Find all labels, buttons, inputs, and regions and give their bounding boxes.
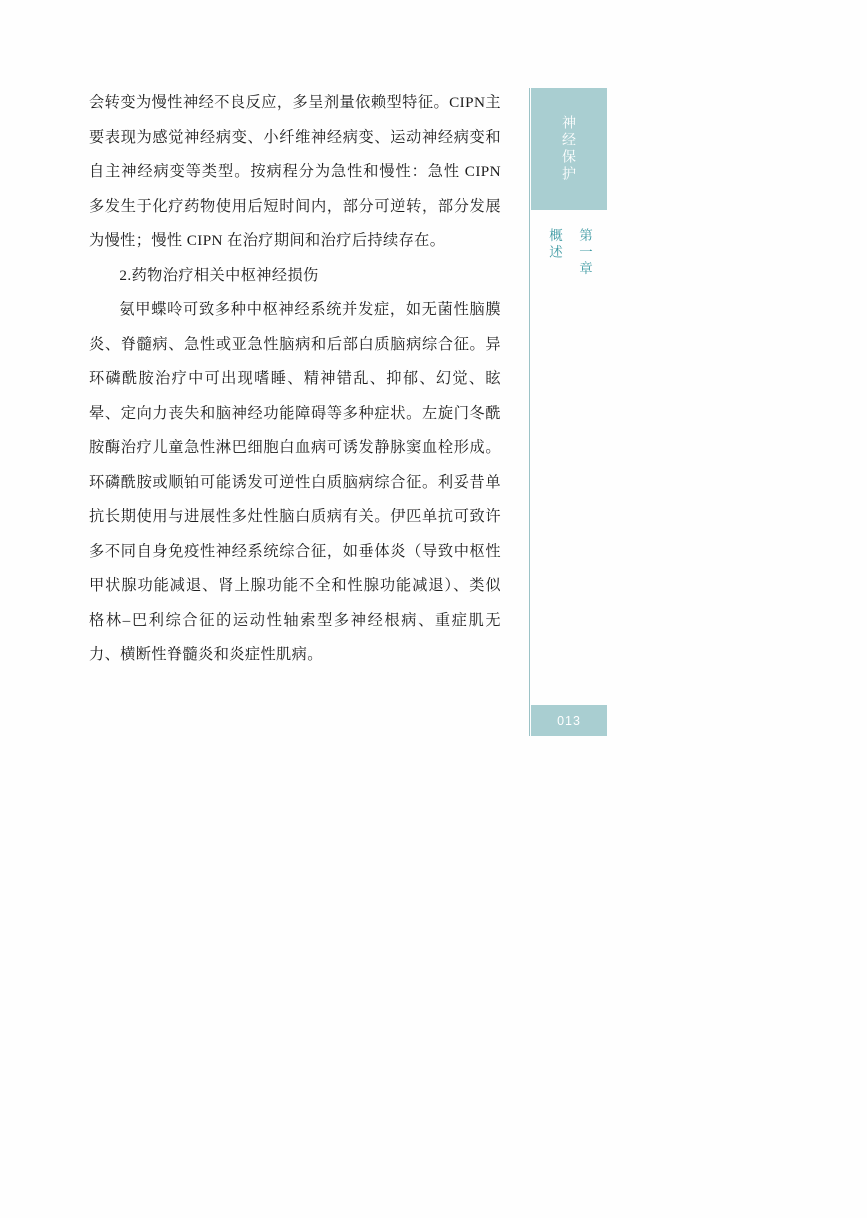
page-sidebar xyxy=(530,0,650,1218)
sidebar-chapter-marker xyxy=(531,228,607,338)
main-text-column xyxy=(89,86,501,673)
sidebar-section-tab-label: 神经保护 xyxy=(561,115,577,183)
page-number-badge xyxy=(531,705,607,736)
sidebar-section-tab xyxy=(531,88,607,210)
sidebar-chapter-title: 概述 xyxy=(547,228,562,261)
section-heading: 2.药物治疗相关中枢神经损伤 xyxy=(119,266,319,284)
page-number-label: 013 xyxy=(557,713,581,728)
paragraph-1: 会转变为慢性神经不良反应，多呈剂量依赖型特征。CIPN主要表现为感觉神经病变、小纤维神经病变、运动神经病变和自主神经病变等类型。按病程分为急性和慢性：急性 CIPN 多发生于化疗药物使用后短时间内，部分可逆转，部分发展为慢性；慢性 CIPN 在治疗期间和治疗后持续存在。 xyxy=(89,94,501,249)
sidebar-chapter-number: 第一章 xyxy=(577,228,592,278)
paragraph-2: 氨甲蝶呤可致多种中枢神经系统并发症，如无菌性脑膜炎、脊髓病、急性或亚急性脑病和后部白质脑病综合征。异环磷酰胺治疗中可出现嗜睡、精神错乱、抑郁、幻觉、眩晕、定向力丧失和脑神经功能障碍等多种症状。左旋门冬酰胺酶治疗儿童急性淋巴细胞白血病可诱发静脉窦血栓形成。环磷酰胺或顺铂可能诱发可逆性白质脑病综合征。利妥昔单抗长期使用与进展性多灶性脑白质病有关。伊匹单抗可致许多不同自身免疫性神经系统综合征，如垂体炎（导致中枢性甲状腺功能减退、肾上腺功能不全和性腺功能减退）、类似格林–巴利综合征的运动性轴索型多神经根病、重症肌无力、横断性脊髓炎和炎症性肌病。 xyxy=(89,301,501,663)
